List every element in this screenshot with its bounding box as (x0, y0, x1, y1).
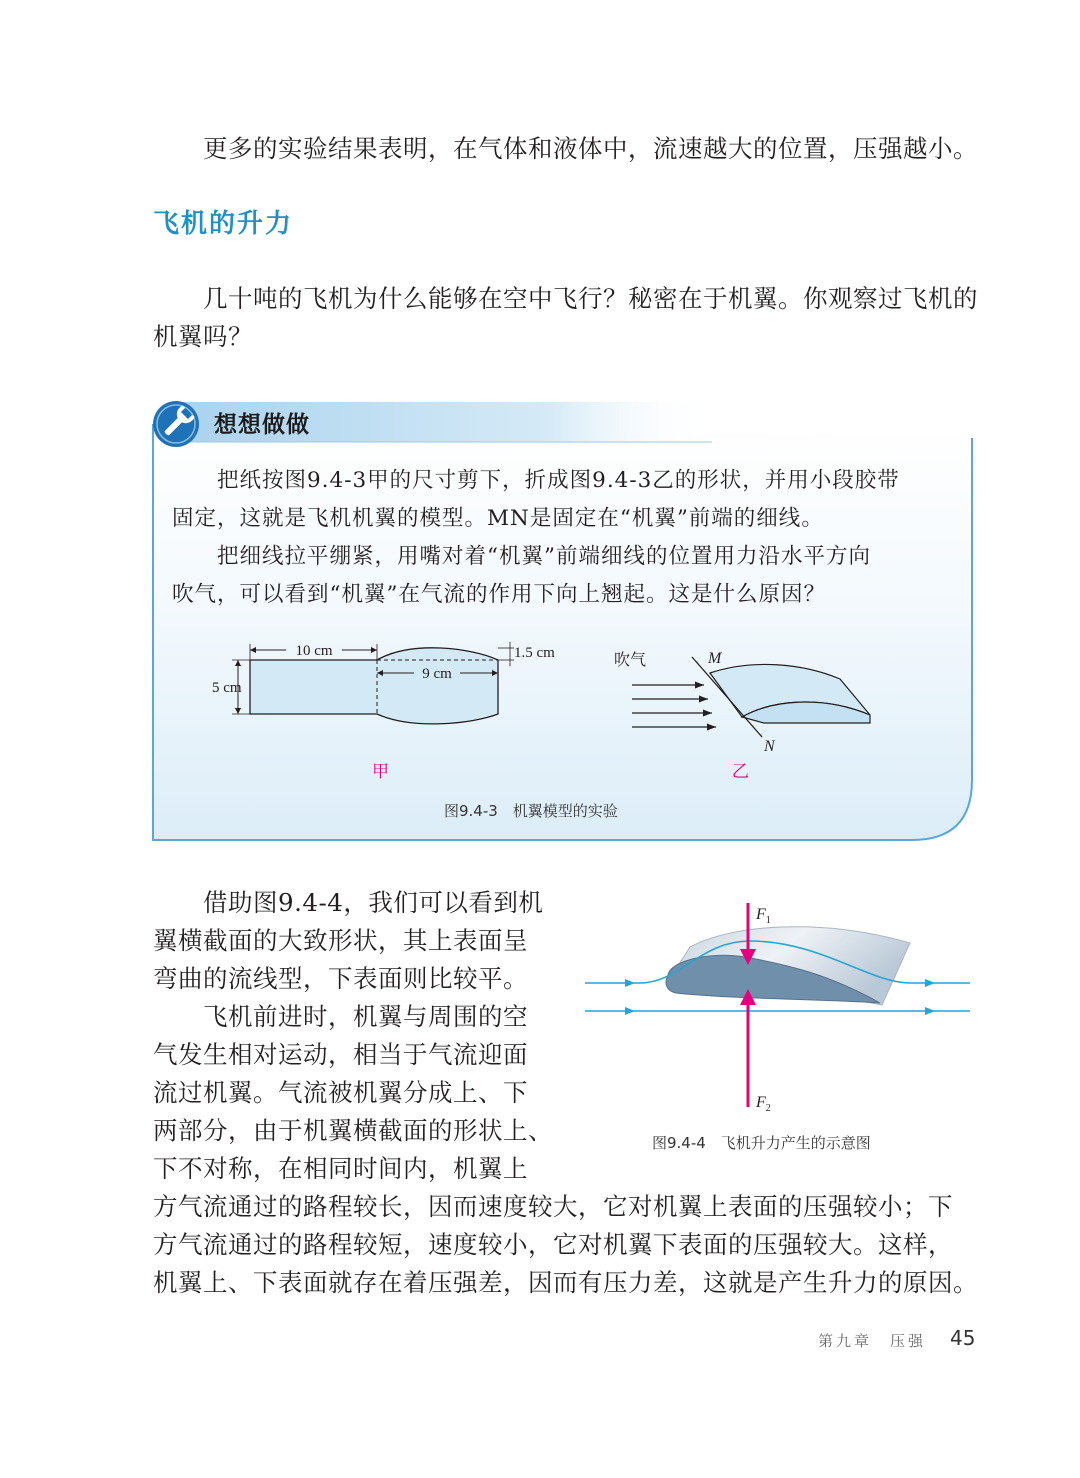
dim-9cm-label: 9 cm (422, 666, 452, 682)
body-full-line-1: 方气流通过的路程较长，因而速度较大，它对机翼上表面的压强较小；下 (153, 1192, 953, 1221)
activity-title: 想想做做 (214, 412, 310, 438)
wrench-icon (152, 400, 202, 450)
wing-lift-diagram (580, 895, 980, 1125)
blow-label: 吹气 (614, 650, 647, 669)
dim-1-5cm-label: 1.5 cm (514, 645, 555, 661)
body-line-6: 流过机翼。气流被机翼分成上、下 (153, 1078, 528, 1107)
activity-paragraph-2-line-2: 吹气，可以看到“机翼”在气流的作用下向上翘起。这是什么原因？ (172, 582, 826, 607)
body-line-5: 气发生相对运动，相当于气流迎面 (153, 1040, 528, 1069)
body-line-8: 下不对称，在相同时间内，机翼上 (153, 1154, 528, 1183)
folded-wing-diagram (612, 645, 892, 755)
body-line-2: 翼横截面的大致形状，其上表面呈 (153, 926, 528, 955)
body-line-3: 弯曲的流线型，下表面则比较平。 (153, 964, 528, 993)
activity-paragraph-1-line-2: 固定，这就是飞机机翼的模型。MN是固定在“机翼”前端的细线。 (172, 506, 824, 531)
activity-paragraph-2-line-1: 把细线拉平绷紧，用嘴对着“机翼”前端细线的位置用力沿水平方向 (172, 544, 871, 569)
activity-box (152, 400, 972, 840)
question-line-1: 几十吨的飞机为什么能够在空中飞行？秘密在于机翼。你观察过飞机的 (153, 284, 978, 313)
body-line-7: 两部分，由于机翼横截面的形状上、 (153, 1116, 553, 1145)
chapter-footer: 第九章 压强 (818, 1332, 927, 1350)
body-line-4: 飞机前进时，机翼与周围的空 (153, 1002, 528, 1031)
force-f1-label: $F_1$ (756, 906, 771, 926)
subfigure-label-b: 乙 (732, 762, 749, 782)
subfigure-label-a: 甲 (372, 762, 389, 782)
paper-template-diagram (202, 638, 582, 748)
label-m: M (708, 650, 722, 667)
page-number: 45 (950, 1326, 976, 1350)
body-full-line-3: 机翼上、下表面就存在着压强差，因而有压力差，这就是产生升力的原因。 (153, 1268, 978, 1297)
label-n: N (764, 738, 775, 755)
body-full-line-2: 方气流通过的路程较短，速度较小，它对机翼下表面的压强较大。这样， (153, 1230, 953, 1259)
intro-paragraph: 更多的实验结果表明，在气体和液体中，流速越大的位置，压强越小。 (153, 134, 978, 163)
figure-9-4-4-caption: 图9.4-4 飞机升力产生的示意图 (652, 1134, 871, 1152)
force-f2-label: $F_2$ (756, 1094, 771, 1114)
body-line-1: 借助图9.4-4，我们可以看到机 (153, 888, 544, 917)
dim-10cm-label: 10 cm (295, 643, 333, 659)
section-title: 飞机的升力 (153, 209, 294, 239)
figure-9-4-3-caption: 图9.4-3 机翼模型的实验 (444, 802, 618, 820)
question-line-2: 机翼吗？ (153, 322, 253, 351)
activity-paragraph-1-line-1: 把纸按图9.4-3甲的尺寸剪下，折成图9.4-3乙的形状，并用小段胶带 (172, 468, 900, 493)
dim-5cm-label: 5 cm (212, 680, 242, 696)
